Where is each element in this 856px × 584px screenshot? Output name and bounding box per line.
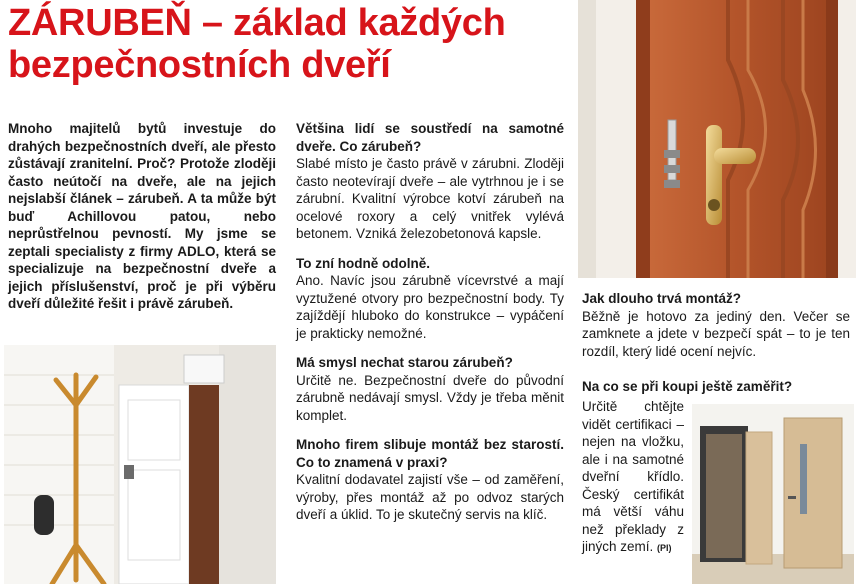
answer-4: Kvalitní dodavatel zajistí vše – od zaměření, výroby, přes montáž až po odvoz starých dveří a úklid. To je skutečný servis na klíč.: [296, 472, 564, 522]
headline-line-2: bezpečnostních dveří: [8, 44, 391, 86]
hallway-photo: [4, 345, 276, 584]
question-6: Na co se při koupi ještě zaměřit?: [582, 379, 793, 394]
answer-6: Určitě chtějte vidět certifikaci – nejen na vložku, ale i na samotné dveřní křídlo. Český certifikát má větší váhu než překlady z jiných zemí.: [582, 399, 684, 554]
advertorial-credit: (PI): [657, 543, 672, 553]
question-6-wrapper: [582, 378, 850, 396]
headline-line-1: ZÁRUBEŇ – základ každých: [8, 2, 506, 44]
answer-6-wrapper: [582, 398, 684, 558]
answer-5: Běžně je hotovo za jediný den. Večer se zamknete a jdete v bezpečí spát – to je ten rozdíl, který lidé ocení nejvíc.: [582, 308, 850, 359]
question-4: Mnoho firem slibuje montáž bez starostí. Co to znamená v praxi?: [296, 437, 564, 470]
middle-column: [296, 120, 564, 536]
answer-1: Slabé místo je často právě v zárubni. Zloději často neotevírají dveře – ale vytrhnou je i se zárubní. Kvalitní výrobce kotví zárubeň na ocelové roxory a celý vnitřek vylévá betonem. Vzniká železobetonová kapsle.: [296, 156, 564, 241]
door-handle-illustration: [578, 0, 856, 278]
answer-3: Určitě ne. Bezpečnostní dveře do původní zárubně nedávají smysl. Vždy je třeba měnit komplet.: [296, 372, 564, 423]
lead-paragraph: Mnoho majitelů bytů investuje do drahých bezpečnostních dveří, ale přesto zůstávají zranitelní. Proč? Protože zloději často neútočí na dveře, ale na jejich nejslabší článek – zárubeň. A ta může být buď Achillovou patou, nebo neprůstřelnou pevností. My jsme se zeptali specialisty z firmy ADLO, která se specializuje na bezpečnostní dveře a jejich příslušenství, proč je při výběru dveří důležité řešit i právě zárubeň.: [8, 121, 276, 311]
interior-doors-photo: [692, 404, 854, 584]
answer-2: Ano. Navíc jsou zárubně vícevrstvé a mají vyztužené otvory pro bezpečnostní body. Ty zajíždějí hluboko do konstrukce – vypáčení je prakticky nemožné.: [296, 273, 564, 341]
interior-doors-illustration: [692, 404, 854, 584]
door-handle-photo: [578, 0, 856, 278]
question-3: Má smysl nechat starou zárubeň?: [296, 355, 513, 370]
hallway-illustration: [4, 345, 276, 584]
right-column-section-5: [582, 290, 850, 372]
question-5: Jak dlouho trvá montáž?: [582, 291, 742, 306]
question-2: To zní hodně odolně.: [296, 255, 430, 271]
question-1: Většina lidí se soustředí na samotné dveře. Co zárubeň?: [296, 121, 564, 154]
headline: [8, 2, 648, 86]
